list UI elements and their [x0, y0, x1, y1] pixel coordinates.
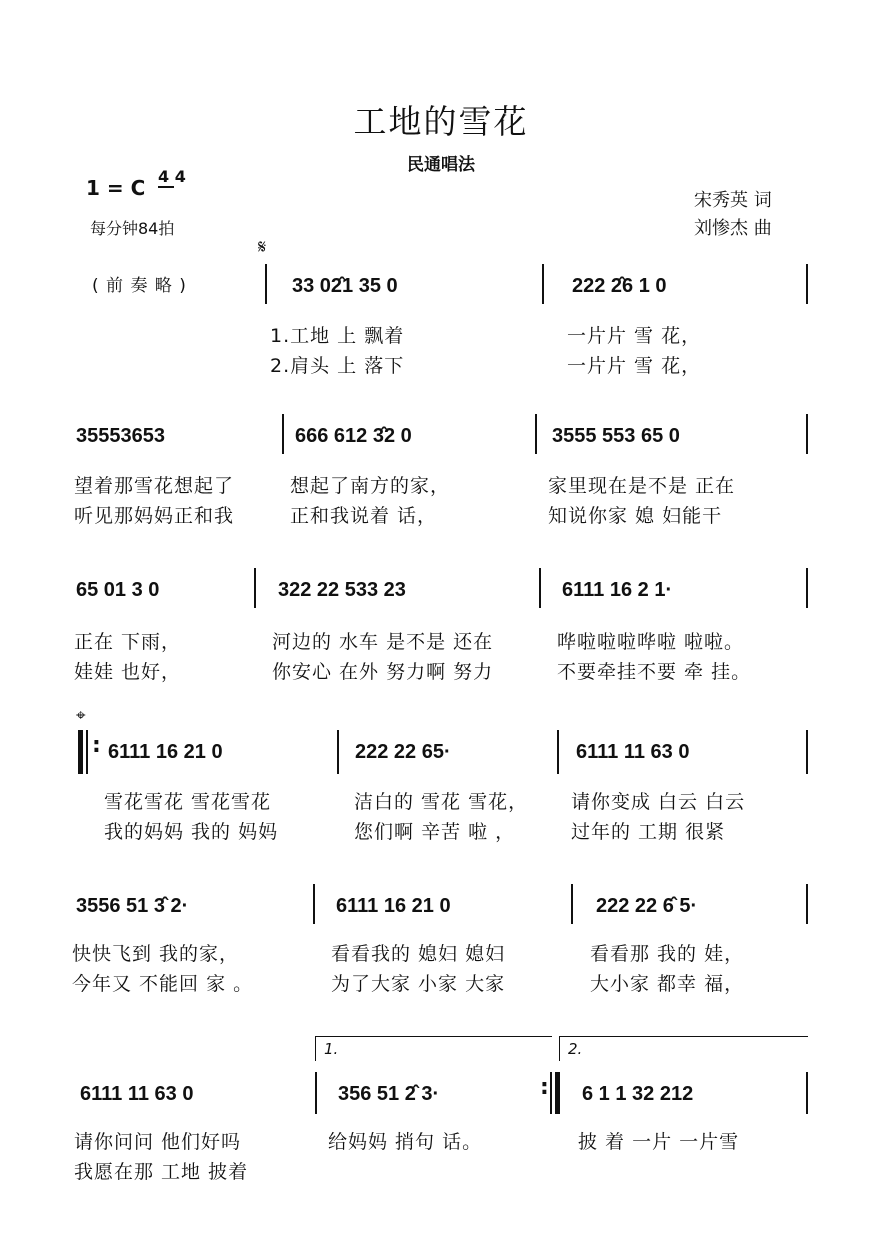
- lyric-line: 大小家 都幸 福，: [590, 973, 745, 995]
- barline: [806, 1072, 808, 1114]
- lyric-line: 雪花雪花 雪花雪花: [104, 791, 272, 813]
- notation-measure: 35553653: [76, 425, 165, 447]
- lyric-line: 家里现在是不是 正在: [548, 475, 736, 497]
- repeat-dots: :: [92, 733, 101, 758]
- lyric-line: 不要牵挂不要 牵 挂。: [557, 661, 752, 683]
- lyric-line: 我愿在那 工地 披着: [74, 1161, 249, 1183]
- notation-measure: 33 02̂1 35 0: [292, 275, 398, 297]
- lyric-line: 请你问问 他们好吗: [74, 1131, 242, 1153]
- prelude-note: ( 前 奏 略 ): [92, 276, 187, 296]
- lyric-line: 望着那雪花想起了: [74, 475, 235, 497]
- barline: [86, 730, 88, 774]
- notation-measure: 666 612 3̂2 0: [295, 425, 412, 447]
- barline: [557, 730, 559, 774]
- notation-measure: 6111 16 2 1·: [562, 579, 673, 601]
- lyric-line: 过年的 工期 很紧: [571, 821, 726, 843]
- lyric-line: 我的妈妈 我的 妈妈: [104, 821, 279, 843]
- lyric-line: 2.肩头 上 落下: [270, 355, 405, 377]
- barline: [337, 730, 339, 774]
- lyric-line: 请你变成 白云 白云: [571, 791, 746, 813]
- lyric-line: 今年又 不能回 家 。: [72, 973, 254, 995]
- song-subtitle: 民通唱法: [407, 155, 475, 175]
- lyric-line: 一片片 雪 花，: [567, 325, 702, 347]
- notation-measure: 322 22 533 23: [278, 579, 406, 601]
- lyric-line: 您们啊 辛苦 啦 ，: [354, 821, 516, 843]
- time-signature-top: 4: [158, 167, 170, 186]
- lyricist-credit: 宋秀英 词: [694, 190, 772, 211]
- repeat-end-barline: [555, 1072, 560, 1114]
- notation-measure: 6 1 1 32 212: [582, 1083, 694, 1105]
- repeat-start-barline: [78, 730, 83, 774]
- song-title: 工地的雪花: [353, 102, 529, 141]
- composer-credit: 刘惨杰 曲: [694, 218, 772, 239]
- barline: [542, 264, 544, 304]
- lyric-line: 河边的 水车 是不是 还在: [272, 631, 494, 653]
- lyric-line: 为了大家 小家 大家: [331, 973, 506, 995]
- barline: [265, 264, 267, 304]
- notation-measure: 222 22 65·: [355, 741, 451, 763]
- time-signature-bottom: 4: [174, 167, 186, 186]
- lyric-line: 正在 下雨，: [74, 631, 182, 653]
- barline: [315, 1072, 317, 1114]
- lyric-line: 披 着 一片 一片雪: [578, 1131, 740, 1153]
- lyric-line: 一片片 雪 花，: [567, 355, 702, 377]
- notation-measure: 3555 553 65 0: [552, 425, 680, 447]
- barline: [282, 414, 284, 454]
- notation-measure: 3556 51 3̂ 2·: [76, 895, 189, 917]
- volta-label: 2.: [568, 1040, 583, 1058]
- lyric-line: 给妈妈 捎句 话。: [328, 1131, 483, 1153]
- segno-icon: 𝄋: [258, 236, 267, 258]
- barline: [571, 884, 573, 924]
- barline: [806, 264, 808, 304]
- lyric-line: 哗啦啦啦哗啦 啦啦。: [557, 631, 745, 653]
- volta-first-ending: [315, 1036, 552, 1061]
- notation-measure: 6111 16 21 0: [108, 741, 223, 763]
- key-signature: 1 = C: [86, 176, 146, 200]
- notation-measure: 356 51 2̂ 3·: [338, 1083, 440, 1105]
- barline: [806, 730, 808, 774]
- lyric-line: 洁白的 雪花 雪花，: [354, 791, 529, 813]
- barline: [550, 1072, 552, 1114]
- lyric-line: 你安心 在外 努力啊 努力: [272, 661, 494, 683]
- lyric-line: 想起了南方的家，: [290, 475, 451, 497]
- repeat-dots: :: [540, 1075, 549, 1100]
- barline: [313, 884, 315, 924]
- lyric-line: 看看那 我的 娃，: [590, 943, 745, 965]
- lyric-line: 看看我的 媳妇 媳妇: [331, 943, 506, 965]
- lyric-line: 听见那妈妈正和我: [74, 505, 235, 527]
- tempo-marking: 每分钟84拍: [90, 219, 175, 238]
- lyric-line: 快快飞到 我的家，: [72, 943, 240, 965]
- lyric-line: 知说你家 媳 妇能干: [548, 505, 723, 527]
- notation-measure: 6111 11 63 0: [80, 1083, 194, 1105]
- lyric-line: 1.工地 上 飘着: [270, 325, 405, 347]
- coda-icon: ⌖: [76, 706, 86, 726]
- notation-measure: 6111 11 63 0: [576, 741, 690, 763]
- lyric-line: 娃娃 也好，: [74, 661, 182, 683]
- volta-label: 1.: [324, 1040, 339, 1058]
- notation-measure: 6111 16 21 0: [336, 895, 451, 917]
- lyric-line: 正和我说着 话，: [290, 505, 438, 527]
- notation-measure: 65 01 3 0: [76, 579, 160, 601]
- time-signature: [158, 168, 186, 185]
- barline: [539, 568, 541, 608]
- barline: [806, 414, 808, 454]
- barline: [535, 414, 537, 454]
- notation-measure: 222 22 6̂ 5·: [596, 895, 698, 917]
- barline: [254, 568, 256, 608]
- barline: [806, 884, 808, 924]
- notation-measure: 222 2̂6 1 0: [572, 275, 667, 297]
- barline: [806, 568, 808, 608]
- volta-second-ending: [559, 1036, 808, 1061]
